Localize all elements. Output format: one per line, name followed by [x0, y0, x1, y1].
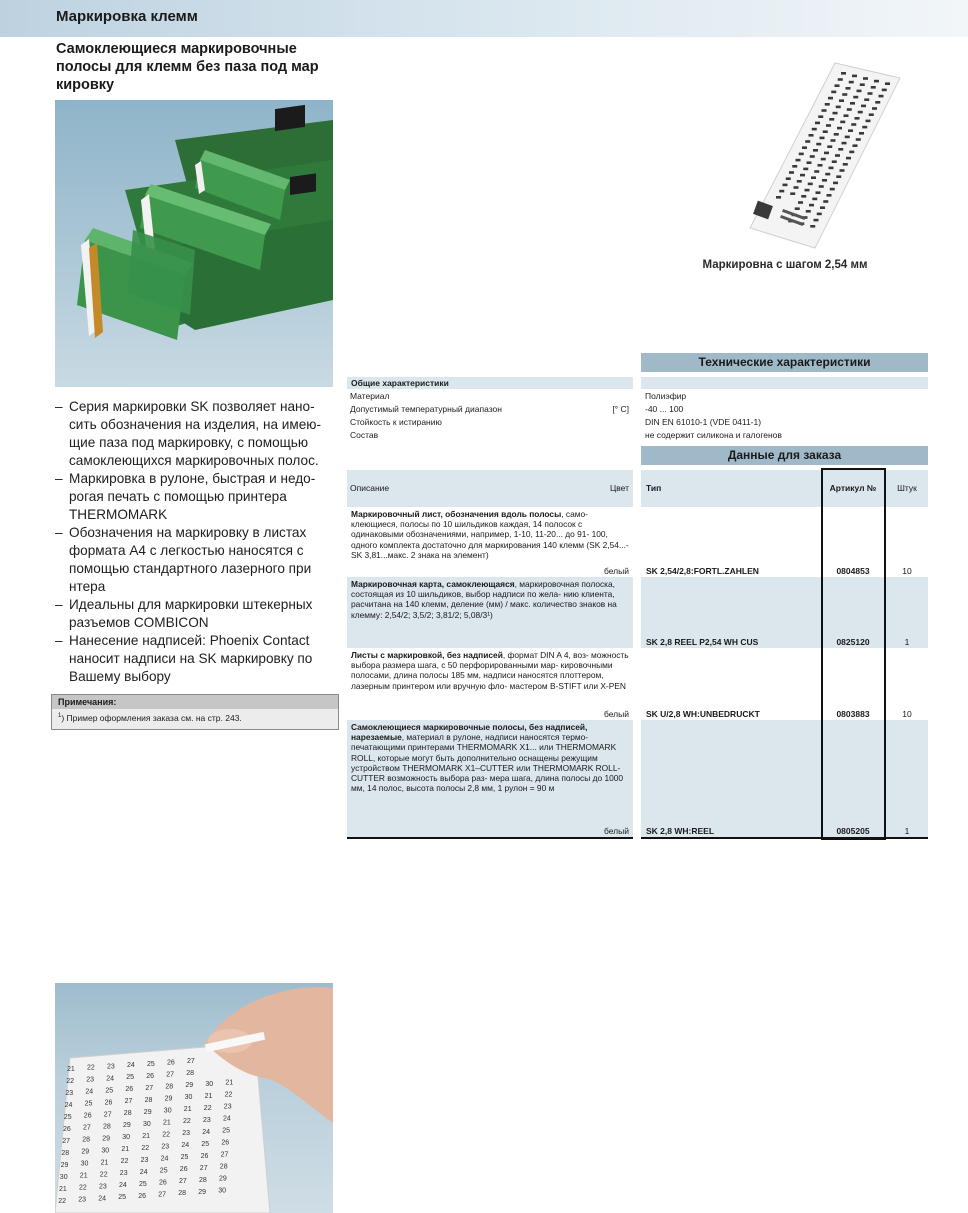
table-bottom-rule	[347, 837, 633, 839]
sheet-number: 22	[99, 1171, 108, 1179]
strip-label-mark	[817, 213, 822, 216]
tech-value: -40 ... 100	[645, 404, 684, 414]
sheet-number: 30	[101, 1147, 110, 1155]
sheet-number: 21	[100, 1159, 109, 1167]
sheet-number: 21	[121, 1146, 130, 1154]
order-row-article: 0825120	[836, 637, 870, 647]
desc-text: , материал в рулоне, надписи наносятся термо- печатающими принтерами THERMOMARK X1... или THERMOMARK ROLL, которые могут быть дополнительно оснащены режущим устройством THERMOMARK X1–CUTTER или THERMOMARK ROLL-CUTTER возможность выбора раз- мера шага, длина полосы до 1000 мм, 14 полос, высота полосы 2,8 мм, 1 рулон = 90 м	[351, 732, 624, 794]
strip-label-mark	[838, 148, 843, 151]
sheet-number: 28	[165, 1083, 174, 1091]
sheet-number: 25	[118, 1194, 126, 1202]
sheet-number: 27	[158, 1191, 166, 1199]
sheet-number: 30	[122, 1134, 130, 1142]
sheet-number: 22	[162, 1131, 170, 1139]
sheet-number: 28	[178, 1190, 186, 1198]
strip-label-mark	[824, 152, 829, 155]
strip-label-mark	[875, 101, 880, 104]
strip-label-mark	[809, 134, 814, 137]
sheet-number: 29	[185, 1082, 194, 1090]
strip-label-mark	[814, 170, 819, 173]
order-row-color: белый	[603, 826, 629, 836]
sheet-number: 28	[82, 1136, 90, 1144]
sheet-number: 23	[203, 1116, 211, 1124]
strip-label-mark	[806, 210, 811, 213]
sheet-number: 21	[163, 1119, 171, 1127]
sheet-number: 30	[205, 1080, 214, 1088]
sheet-number: 28	[186, 1070, 194, 1078]
order-row-desc	[351, 579, 629, 620]
sheet-number: 24	[181, 1142, 190, 1150]
desc-text: , маркировочная полоска, состоящая из 10 шильдиков, выбор надписи по жела- нию клиента, расчитана на 140 клемм, деление (мм) / макс. количество знаков на клемму: 2,54/2; 3,5/2; 3,81/2; 5,08/3¹)	[351, 579, 617, 620]
strip-label-mark	[841, 72, 846, 75]
sheet-number: 23	[140, 1156, 149, 1164]
sheet-number: 21	[183, 1106, 192, 1114]
tech-label: Допустимый температурный диапазон	[350, 404, 502, 414]
strip-label-mark	[805, 189, 810, 192]
col-qty-header: Штук	[897, 483, 917, 493]
col-desc-header: Описание	[350, 483, 390, 493]
order-row-type: SK 2,8 REEL P2,54 WH CUS	[646, 637, 759, 647]
strip-label-mark	[827, 145, 832, 148]
strip-label-mark	[829, 167, 834, 170]
sheet-number: 22	[120, 1158, 129, 1166]
order-row-qty: 10	[902, 566, 912, 576]
sheet-number: 22	[58, 1198, 66, 1205]
sheet-number: 22	[87, 1064, 95, 1072]
strip-label-mark	[836, 175, 841, 178]
product-photo-marker-sheet	[55, 983, 333, 1213]
strip-label-mark	[840, 169, 845, 172]
strip-label-mark	[869, 113, 874, 116]
sheet-number: 27	[83, 1124, 91, 1132]
strip-label-mark	[831, 139, 836, 142]
sheet-number: 25	[159, 1167, 168, 1175]
sheet-number: 30	[143, 1120, 151, 1128]
sheet-number: 26	[221, 1139, 230, 1147]
sheet-number: 25	[139, 1180, 147, 1188]
strip-label-mark	[847, 108, 852, 111]
sheet-number: 24	[160, 1155, 169, 1163]
sheet-number: 28	[219, 1163, 228, 1171]
tech-unit: [° C]	[612, 404, 629, 414]
order-header-left	[347, 470, 633, 507]
sheet-number: 24	[98, 1195, 106, 1203]
strip-label-mark	[851, 123, 856, 126]
strip-label-mark	[811, 176, 816, 179]
strip-label-mark	[805, 140, 810, 143]
strip-label-mark	[819, 185, 824, 188]
order-row-color: белый	[603, 566, 629, 576]
sheet-number: 25	[126, 1074, 134, 1082]
list-item: – Нанесение надписей: Phoenix Contact наносит надписи на SK маркировку по Вашему выбору	[55, 632, 340, 686]
sheet-number: 23	[65, 1090, 74, 1097]
tech-section-title: Технические характеристики	[641, 353, 928, 372]
strip-label-mark	[812, 128, 817, 131]
strip-label-mark	[830, 188, 835, 191]
strip-label-mark	[816, 143, 821, 146]
strip-label-mark	[794, 186, 799, 189]
strip-label-mark	[861, 105, 866, 108]
strip-label-mark	[796, 159, 801, 162]
sheet-number: 26	[159, 1179, 167, 1187]
sheet-number: 29	[198, 1188, 206, 1196]
marker-strip-illustration	[740, 58, 915, 258]
page-title: Маркировка клемм	[56, 8, 198, 25]
strip-label-mark	[831, 91, 836, 94]
sheet-number: 28	[103, 1123, 111, 1131]
strip-label-mark	[808, 183, 813, 186]
strip-label-mark	[853, 144, 858, 147]
col-article-header: Артикул №	[829, 483, 877, 493]
order-row-desc	[351, 650, 629, 691]
strip-label-mark	[820, 206, 825, 209]
sheet-number: 27	[145, 1084, 154, 1092]
order-row-type: SK 2,8 WH:REEL	[646, 826, 715, 836]
strip-label-mark	[816, 191, 821, 194]
desc-bold: Маркировочный лист, обозначения вдоль полосы	[351, 509, 562, 519]
sheet-number: 26	[146, 1072, 154, 1080]
sheet-number: 27	[124, 1098, 133, 1106]
list-item: – Серия маркировки SK позволяет нано- сить обозначения на изделия, на имею- щие паза под маркировку, с помощью самоклеющихся маркировочных полос.	[55, 398, 340, 470]
list-item: – Идеальны для маркировки штекерных разъемов COMBICON	[55, 596, 340, 632]
order-row-desc	[351, 509, 629, 560]
strip-label-mark	[792, 165, 797, 168]
sheet-number: 22	[224, 1091, 233, 1099]
sheet-number: 26	[104, 1099, 113, 1107]
sheet-number: 25	[222, 1127, 230, 1135]
sheet-number: 29	[219, 1175, 227, 1183]
strip-label-mark	[807, 161, 812, 164]
sheet-number: 22	[183, 1118, 191, 1126]
strip-label-mark	[859, 132, 864, 135]
strip-label-mark	[874, 80, 879, 83]
strip-label-mark	[882, 89, 887, 92]
strip-label-mark	[840, 121, 845, 124]
strip-label-mark	[825, 173, 830, 176]
order-row-type: SK 2,54/2,8:FORTL.ZAHLEN	[646, 566, 759, 576]
strip-label-mark	[849, 81, 854, 84]
strip-label-mark	[790, 192, 795, 195]
strip-label-mark	[810, 225, 815, 228]
strip-label-mark	[868, 92, 873, 95]
col-type-header: Тип	[646, 483, 662, 493]
strip-label-mark	[776, 196, 781, 199]
marker-sheet-illustration	[55, 983, 333, 1213]
list-item: – Маркировка в рулоне, быстрая и недо- рогая печать с помощью принтера THERMOMARK	[55, 470, 340, 524]
strip-label-mark	[839, 99, 844, 102]
tech-general-header-right	[641, 377, 928, 389]
strip-label-mark	[789, 171, 794, 174]
sheet-number: 28	[123, 1110, 132, 1118]
sheet-number: 30	[218, 1187, 226, 1195]
desc-text: , формат DIN A 4, воз- можность выбора размера шага, с 50 перфорированными мар- кировочными полосами, длина полосы 185 мм, надписи наносятся плоттером, лазерным принтером или вручную фло- мастером B-STIFT или X-PEN	[351, 650, 629, 691]
strip-label-mark	[842, 142, 847, 145]
sheet-number: 27	[187, 1058, 195, 1066]
sheet-number: 21	[225, 1079, 234, 1087]
strip-label-mark	[779, 190, 784, 193]
notes-text	[52, 709, 338, 723]
table-bottom-rule	[641, 837, 928, 839]
strip-label-mark	[798, 201, 803, 204]
strip-label-mark	[864, 98, 869, 101]
strip-label-mark	[810, 155, 815, 158]
feature-list	[55, 398, 340, 686]
order-row-qty: 1	[904, 826, 910, 836]
strip-label-mark	[802, 146, 807, 149]
strip-label-mark	[821, 158, 826, 161]
notes-body: ) Пример оформления заказа см. на стр. 243.	[61, 713, 242, 723]
strip-label-mark	[826, 124, 831, 127]
strip-label-mark	[846, 157, 851, 160]
strip-label-mark	[871, 86, 876, 89]
strip-label-mark	[822, 109, 827, 112]
strip-label-mark	[833, 182, 838, 185]
strip-caption: Маркировна с шагом 2,54 мм	[702, 259, 868, 271]
sheet-number: 24	[64, 1102, 73, 1109]
notes-title: Примечания:	[52, 695, 338, 709]
sheet-number: 21	[204, 1092, 213, 1100]
sheet-number: 21	[142, 1132, 150, 1140]
strip-label-mark	[799, 153, 804, 156]
strip-label-mark	[858, 111, 863, 114]
sheet-number: 27	[199, 1164, 208, 1172]
strip-label-mark	[813, 149, 818, 152]
sheet-number: 30	[59, 1174, 68, 1181]
strip-label-mark	[848, 129, 853, 132]
order-row-desc	[351, 722, 629, 793]
sheet-number: 27	[179, 1178, 187, 1186]
order-row-type: SK U/2,8 WH:UNBEDRUCKT	[646, 709, 760, 719]
strip-label-mark	[837, 127, 842, 130]
strip-label-mark	[823, 130, 828, 133]
sheet-number: 30	[80, 1160, 89, 1168]
sheet-number: 23	[78, 1196, 86, 1204]
strip-label-mark	[856, 138, 861, 141]
tech-label: Состав	[350, 430, 379, 440]
sheet-number: 22	[79, 1184, 87, 1192]
sheet-number: 26	[138, 1192, 146, 1200]
sheet-number: 22	[203, 1104, 212, 1112]
sheet-number: 22	[141, 1144, 150, 1152]
sheet-number: 23	[107, 1063, 115, 1071]
order-row-article: 0803883	[836, 709, 870, 719]
notes-sup: 1	[58, 713, 62, 720]
sheet-number: 30	[163, 1107, 172, 1115]
sheet-number: 29	[60, 1162, 69, 1169]
sheet-number: 26	[167, 1059, 175, 1067]
pcb-chip	[290, 173, 316, 195]
sheet-number: 29	[143, 1108, 152, 1116]
strip-label-mark	[852, 75, 857, 78]
strip-label-mark	[795, 207, 800, 210]
strip-label-mark	[820, 137, 825, 140]
sheet-number: 27	[62, 1138, 70, 1145]
sheet-number: 25	[84, 1100, 93, 1108]
strip-label-mark	[797, 180, 802, 183]
strip-label-mark	[885, 82, 890, 85]
strip-label-mark	[800, 174, 805, 177]
marker-strip-image	[740, 58, 915, 258]
tech-general-header: Общие характеристики	[347, 377, 633, 389]
strip-label-mark	[801, 195, 806, 198]
strip-label-mark	[862, 126, 867, 129]
desc-bold: Листы с маркировкой, без надписей	[351, 650, 503, 660]
sheet-number: 30	[184, 1094, 193, 1102]
strip-label-mark	[838, 78, 843, 81]
strip-label-mark	[843, 163, 848, 166]
strip-label-mark	[866, 120, 871, 123]
strip-label-mark	[814, 219, 819, 222]
strip-label-mark	[832, 160, 837, 163]
sheet-number: 24	[202, 1128, 210, 1136]
sheet-number: 26	[200, 1152, 209, 1160]
sheet-number: 24	[127, 1062, 135, 1070]
sheet-number: 23	[182, 1130, 190, 1138]
strip-label-mark	[850, 102, 855, 105]
sheet-number: 23	[99, 1183, 107, 1191]
strip-label-mark	[853, 96, 858, 99]
sheet-number: 24	[85, 1088, 94, 1096]
sheet-number: 26	[179, 1166, 188, 1174]
strip-label-mark	[863, 77, 868, 80]
sheet-number: 23	[161, 1143, 170, 1151]
strip-label-mark	[822, 179, 827, 182]
sheet-number: 26	[63, 1126, 71, 1133]
strip-label-mark	[823, 200, 828, 203]
strip-label-mark	[872, 107, 877, 110]
tech-value: Полиэфир	[645, 391, 687, 401]
article-column-frame	[821, 468, 886, 840]
sheet-number: 25	[147, 1060, 155, 1068]
product-photo-pcb-connectors	[55, 100, 333, 387]
tech-label: Стойкость к истиранию	[350, 417, 442, 427]
strip-label-mark	[828, 97, 833, 100]
sheet-number: 29	[164, 1095, 173, 1103]
strip-label-mark	[846, 87, 851, 90]
sheet-number: 21	[67, 1066, 75, 1073]
order-row-article: 0805205	[836, 826, 870, 836]
order-row-color: белый	[603, 709, 629, 719]
strip-label-mark	[815, 122, 820, 125]
sheet-number: 24	[106, 1075, 114, 1083]
tech-value: не содержит силикона и галогенов	[645, 430, 782, 440]
strip-label-mark	[834, 133, 839, 136]
order-row-qty: 1	[904, 637, 910, 647]
strip-label-mark	[829, 118, 834, 121]
sheet-number: 23	[86, 1076, 94, 1084]
strip-label-mark	[835, 84, 840, 87]
order-row-article: 0804853	[836, 566, 870, 576]
sheet-number: 21	[79, 1172, 88, 1180]
strip-label-mark	[809, 204, 814, 207]
sheet-number: 24	[223, 1115, 231, 1123]
notes-box	[51, 694, 339, 730]
strip-label-mark	[860, 83, 865, 86]
sheet-number: 27	[166, 1071, 174, 1079]
strip-label-mark	[842, 93, 847, 96]
tech-value: DIN EN 61010-1 (VDE 0411-1)	[645, 417, 762, 427]
sheet-number: 29	[123, 1122, 131, 1130]
sheet-number: 21	[59, 1186, 67, 1193]
sheet-number: 28	[61, 1150, 70, 1157]
sheet-number: 25	[201, 1140, 210, 1148]
pcb-illustration	[55, 100, 333, 387]
strip-label-mark	[818, 164, 823, 167]
strip-label-mark	[845, 136, 850, 139]
sheet-number: 24	[119, 1182, 127, 1190]
strip-label-mark	[857, 90, 862, 93]
strip-label-mark	[803, 168, 808, 171]
strip-label-mark	[844, 114, 849, 117]
order-row-qty: 10	[902, 709, 912, 719]
strip-label-mark	[835, 154, 840, 157]
sheet-number: 25	[105, 1087, 114, 1095]
sheet-number: 29	[81, 1148, 90, 1156]
list-item: – Обозначения на маркировку в листах формата A4 с легкостью наносятся с помощью стандартного лазерного при нтера	[55, 524, 340, 596]
strip-label-mark	[825, 103, 830, 106]
strip-label-mark	[818, 115, 823, 118]
sheet-number: 28	[144, 1096, 153, 1104]
strip-label-mark	[783, 184, 788, 187]
sheet-number: 27	[220, 1151, 229, 1159]
strip-label-mark	[836, 106, 841, 109]
strip-label-mark	[786, 177, 791, 180]
sheet-number: 26	[125, 1086, 134, 1094]
strip-label-mark	[849, 151, 854, 154]
tech-label: Материал	[350, 391, 390, 401]
pcb-chip	[275, 105, 305, 131]
strip-label-mark	[812, 198, 817, 201]
sheet-number: 27	[103, 1111, 112, 1119]
sheet-number: 25	[180, 1154, 189, 1162]
order-section-title: Данные для заказа	[641, 446, 928, 465]
sheet-number: 24	[139, 1168, 148, 1176]
strip-label-mark	[833, 112, 838, 115]
sheet-number: 23	[223, 1103, 232, 1111]
section-subtitle: Самоклеющиеся маркировочные полосы для клемм без паза под мар кировку	[56, 41, 319, 93]
sheet-number: 25	[63, 1114, 72, 1121]
strip-label-mark	[879, 95, 884, 98]
strip-label-mark	[827, 194, 832, 197]
sheet-number: 28	[199, 1176, 207, 1184]
col-color-header: Цвет	[609, 483, 629, 493]
strip-label-mark	[855, 117, 860, 120]
sheet-number: 23	[119, 1170, 128, 1178]
sheet-number: 29	[102, 1135, 110, 1143]
desc-bold: Самоклеющиеся маркировочные полосы, без надписей, нарезаемые	[351, 722, 588, 743]
sheet-number: 26	[83, 1112, 92, 1120]
sheet-number: 22	[66, 1078, 74, 1085]
desc-bold: Маркировочная карта, самоклеющаяся	[351, 579, 515, 589]
desc-text: , само- клеющиеся, полосы по 10 шильдиков каждая, 14 полосок с одинаковыми обозначениями, например, 1-10, 11-20... до 91- 100, одного комплекта достаточно для маркирования 140 клемм (SK 2,54...-SK 3,81...макс. 2 знака на элемент)	[351, 509, 629, 560]
